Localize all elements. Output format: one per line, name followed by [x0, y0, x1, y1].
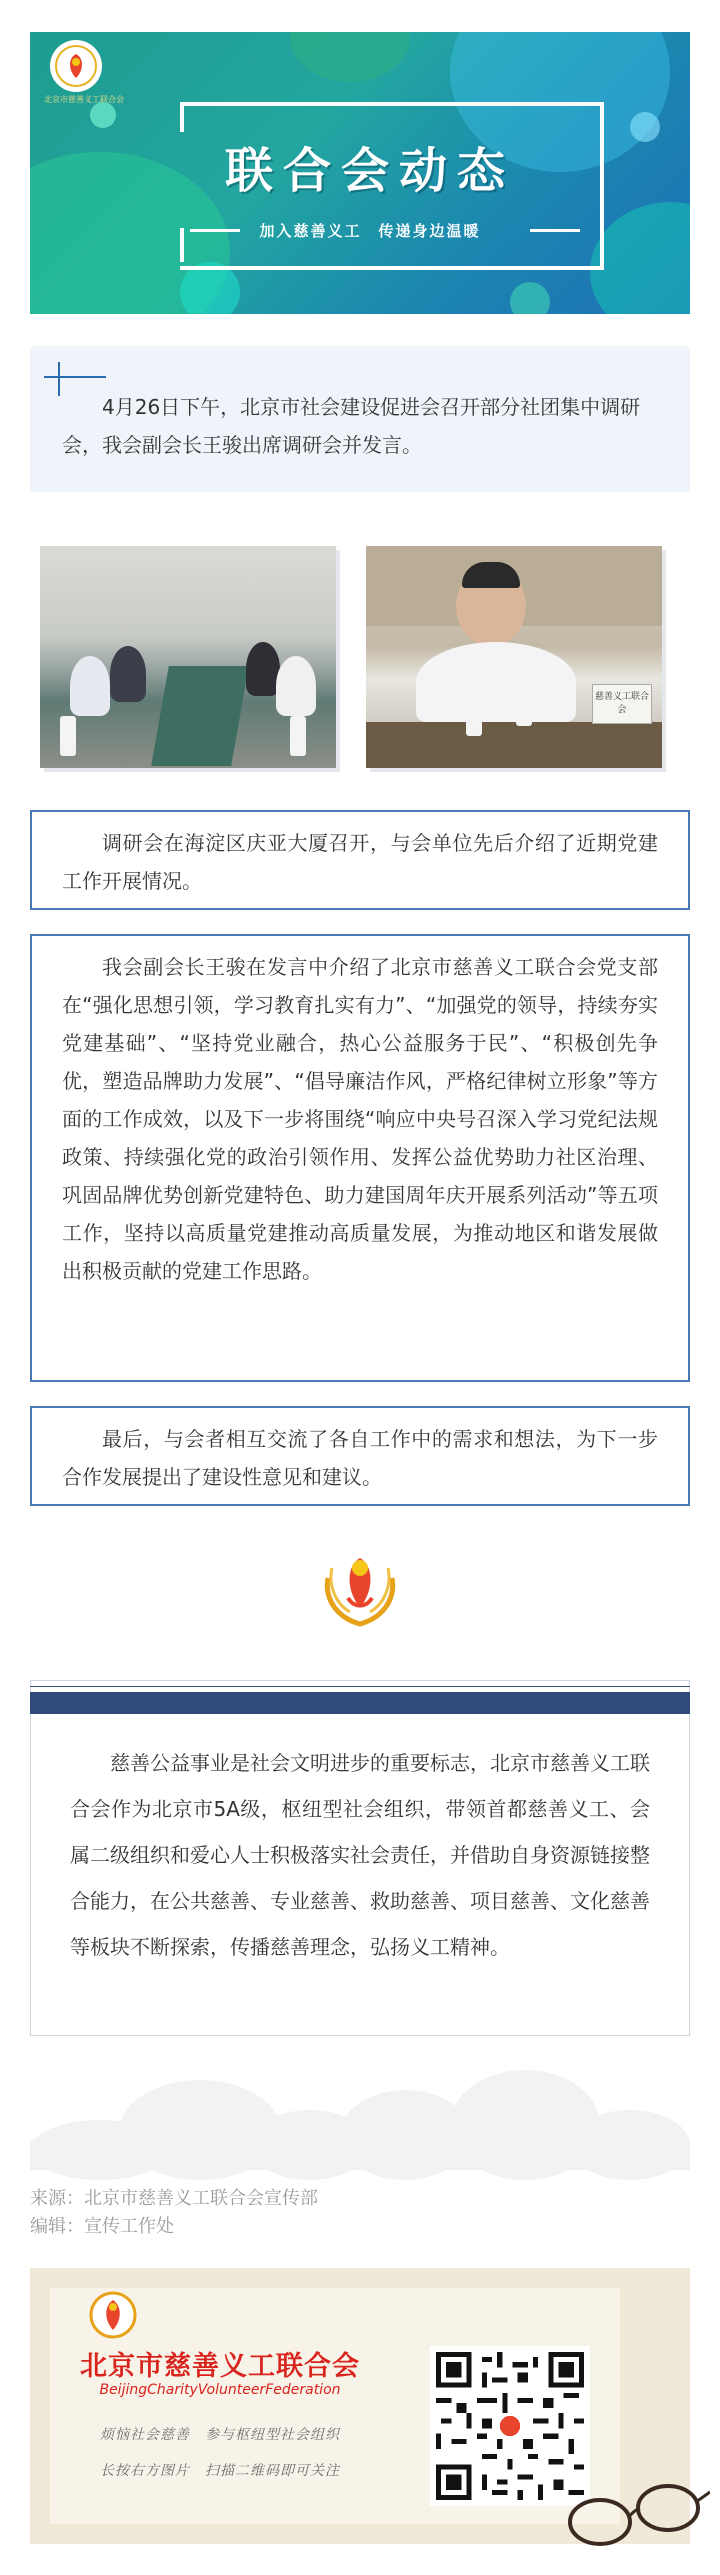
footer-slogan: 烦恼社会慈善 参与枢纽型社会组织	[100, 2427, 340, 2443]
speaker-photo	[366, 546, 662, 768]
page-title: 联合会动态	[224, 143, 515, 199]
banner-org-name: 北京市慈善义工联合会	[44, 95, 124, 104]
meeting-room-photo	[40, 546, 336, 768]
intro-text: 4月26日下午，北京市社会建设促进会召开部分社团集中调研会，我会副会长王骏出席调研会并发言。	[62, 395, 641, 457]
glasses-decoration-icon	[560, 2462, 710, 2562]
footer-scan-hint: 长按右方图片 扫描二维码即可关注	[100, 2463, 340, 2479]
header-banner	[30, 32, 690, 314]
charity-emblem-icon	[318, 1538, 402, 1630]
paragraph-3: 最后，与会者相互交流了各自工作中的需求和想法，为下一步合作发展提出了建设性意见和建议。	[62, 1427, 658, 1489]
about-header-bar	[30, 1692, 690, 1714]
paragraph-2: 我会副会长王骏在发言中介绍了北京市慈善义工联合会党支部在“强化思想引领，学习教育扎实有力”、“加强党的领导，持续夯实党建基础”、“坚持党业融合，热心公益服务于民”、“积极创先争优，塑造品牌助力发展”、“倡导廉洁作风，严格纪律树立形象”等方面的工作成效，以及下一步将围绕“响应中央号召深入学习党纪法规政策、持续强化党的政治引领作用、发挥公益优势助力社区治理、巩固品牌优势创新党建特色、助力建国周年庆开展系列活动”等五项工作，坚持以高质量党建推动高质量发展，为推动地区和谐发展做出积极贡献的党建工作思路。	[62, 955, 658, 1283]
footer-org-name: 北京市慈善义工联合会	[80, 2351, 360, 2382]
nameplate: 慈善义工联合会	[592, 684, 652, 724]
org-logo-icon	[50, 40, 102, 92]
about-text: 慈善公益事业是社会文明进步的重要标志，北京市慈善义工联合会作为北京市5A级，枢纽型社会组织，带领首都慈善义工、会属二级组织和爱心人士积极落实社会责任，并借助自身资源链接整合能力，在公共慈善、专业慈善、救助慈善、项目慈善、文化慈善等板块不断探索，传播慈善理念，弘扬义工精神。	[70, 1751, 650, 1959]
footer-logo-icon	[88, 2290, 138, 2340]
editor-line: 编辑：宣传工作处	[30, 2216, 174, 2237]
banner-subtitle: 加入慈善义工 传递身边温暖	[259, 222, 481, 240]
cross-decoration	[44, 376, 106, 378]
source-line: 来源：北京市慈善义工联合会宣传部	[30, 2188, 318, 2209]
cloud-decoration	[30, 2060, 690, 2170]
paragraph-1: 调研会在海淀区庆亚大厦召开，与会单位先后介绍了近期党建工作开展情况。	[62, 831, 658, 893]
footer-org-english: BeijingCharityVolunteerFederation	[99, 2382, 341, 2398]
